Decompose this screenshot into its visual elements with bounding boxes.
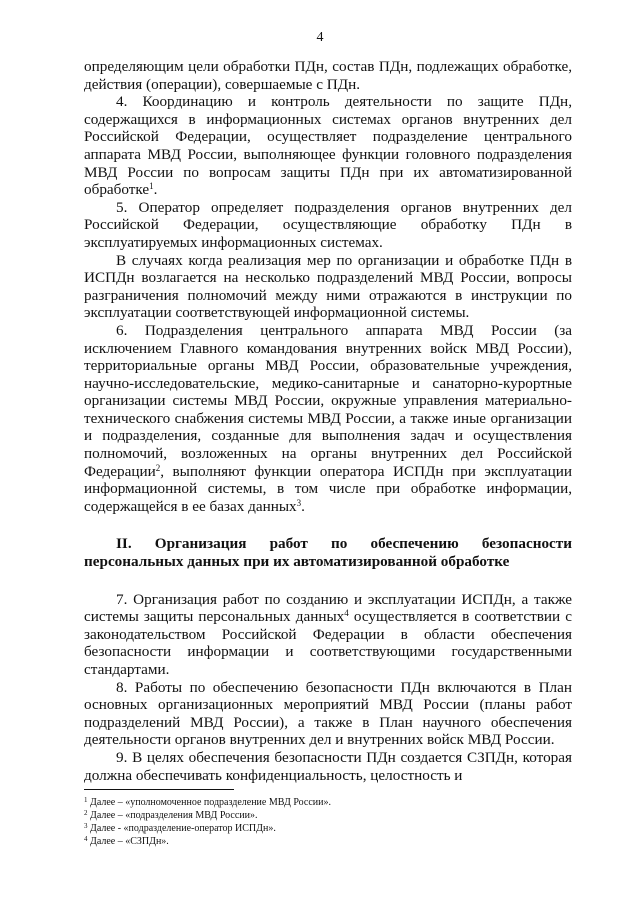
footnote-ref: 4 [344,608,349,619]
footnotes [84,796,572,848]
paragraph-5: 5. Оператор определяет подразделения органов внутренних дел Российской Федерации, осуществляющие обработку ПДн в эксплуатируемых информационных системах. [84,198,572,251]
footnote-divider [84,789,234,790]
footnote-4: $^4$ Далее – «СЗПДн». [84,835,169,847]
footnote-ref: 3 [296,497,302,508]
footnote-ref: 1 [149,181,154,192]
footnote-ref: 2 [155,462,161,473]
paragraph-4: 4. Координацию и контроль деятельности по защите ПДн, содержащихся в информационных системах органов внутренних дел Российской Федерации, осуществляет подразделение центрального аппарата МВД России, выполняющее функции головного подразделения МВД России по вопросам защиты ПДн при их автоматизированной обработке$^1$. [84,93,572,199]
paragraph-6: 6. Подразделения центрального аппарата МВД России (за исключением Главного командования внутренних войск МВД России), территориальные органы МВД России, образовательные учреждения, научно-исследовательские, медико-санитарные и санаторно-курортные организации системы МВД России, окружные управления материально-технического снабжения системы МВД России, а также иные организации и подразделения, созданные для выполнения задач и осуществления полномочий, возложенных на органы внутренних дел Российской Федерации$^2$, выполняют функции оператора ИСПДн при эксплуатации информационной системы, в том числе при обработке информации, содержащейся в ее базах данных$^3$. [84,321,572,515]
page-number: 4 [316,30,324,45]
paragraph-5-cont: В случаях когда реализация мер по организации и обработке ПДн в ИСПДн возлагается на несколько подразделений МВД России, вопросы разграничения полномочий между ними отражаются в инструкции по эксплуатации соответствующей информационной системы. [84,251,572,322]
document-body [84,58,572,784]
footnote-3: $^3$ Далее - «подразделение-оператор ИСПДн». [84,822,276,834]
paragraph-continuation: определяющим цели обработки ПДн, состав ПДн, подлежащих обработке, действия (операции), совершаемые с ПДн. [84,58,572,93]
paragraph-8: 8. Работы по обеспечению безопасности ПДн включаются в План основных организационных мероприятий МВД России (планы работ подразделений МВД России), а также в План научного обеспечения деятельности органов внутренних дел и внутренних войск МВД России. [84,678,572,749]
footnote-2: $^2$ Далее – «подразделения МВД России». [84,809,258,821]
footnote-1: $^1$ Далее – «уполномоченное подразделение МВД России». [84,796,331,808]
paragraph-7: 7. Организация работ по созданию и эксплуатации ИСПДн, а также системы защиты персональных данных$^4$ осуществляется в соответствии с законодательством Российской Федерации в области обеспечения безопасности информации и соответствующими государственными стандартами. [84,590,572,678]
section-heading: II. Организация работ по обеспечению безопасности персональных данных при их автоматизированной обработке [84,535,572,571]
paragraph-9: 9. В целях обеспечения безопасности ПДн создается СЗПДн, которая должна обеспечивать конфиденциальность, целостность и [84,748,572,784]
